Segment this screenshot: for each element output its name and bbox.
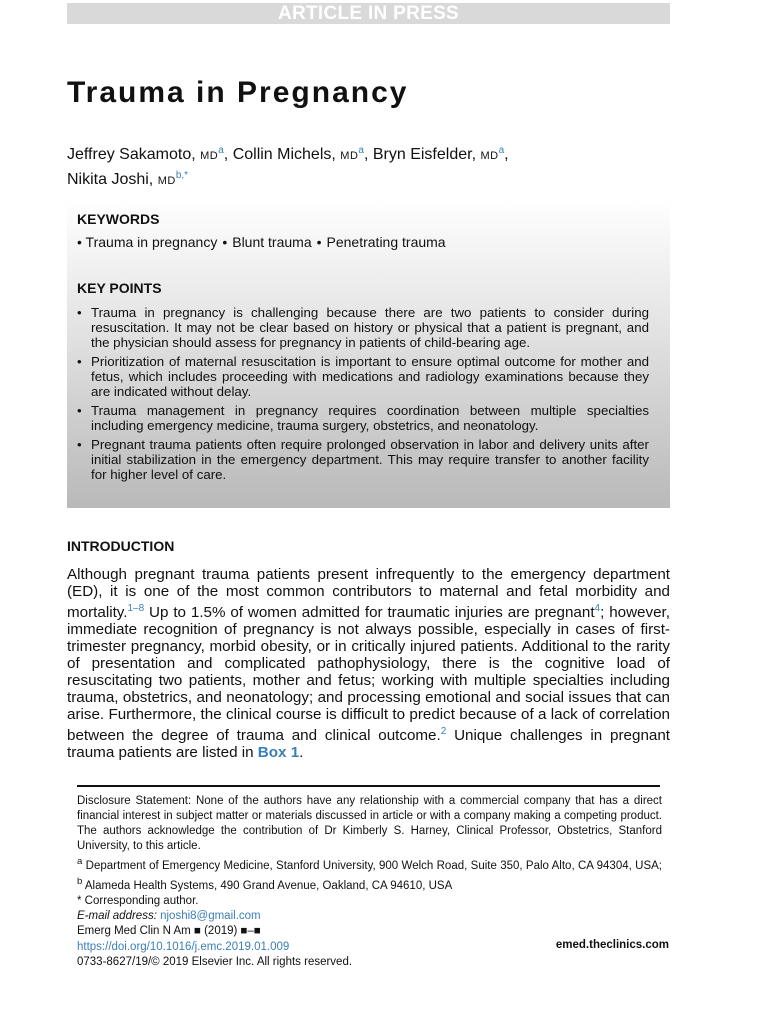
author-name: Jeffrey Sakamoto, [67, 146, 196, 163]
affiliation-marker[interactable]: a [218, 145, 224, 156]
copyright: 0733-8627/19/© 2019 Elsevier Inc. All rights reserved. [77, 956, 353, 968]
key-point: • Prioritization of maternal resuscitation is important to ensure optimal outcome for mother and fetus, which includes proceeding with medications and radiology examinations because they are indicated without delay. [77, 354, 649, 399]
journal-citation: Emerg Med Clin N Am ■ (2019) ■–■ [77, 925, 261, 937]
key-point: • Pregnant trauma patients often require prolonged observation in labor and delivery units after initial stabilization in the emergency department. This may require transfer to another facility for higher level of care. [77, 437, 649, 482]
email-link[interactable]: njoshi8@gmail.com [160, 909, 261, 922]
author-name: Collin Michels, [232, 146, 336, 163]
key-points-list [77, 305, 649, 486]
reference-link[interactable]: 2 [440, 726, 447, 737]
affiliation-marker[interactable]: a [498, 145, 505, 156]
doi-link[interactable]: https://doi.org/10.1016/j.emc.2019.01.009 [77, 940, 290, 953]
affiliation-marker[interactable]: a [358, 145, 364, 156]
article-title: Trauma in Pregnancy [67, 76, 409, 109]
email-line: E-mail address: njoshi8@gmail.com [77, 909, 261, 922]
author-list: Jeffrey Sakamoto, MD$^a$, Collin Michels, MD$^a$, Bryn Eisfelder, MD$^a$, Nikita Joshi, MD$^{b,*}$ [67, 145, 509, 188]
footnote-divider [77, 785, 660, 787]
author-degree: MD [340, 150, 359, 162]
keyword: Trauma in pregnancy [85, 234, 218, 250]
author-name: Bryn Eisfelder, [372, 146, 477, 163]
box-1-link[interactable]: Box 1 [257, 744, 300, 761]
author-degree: MD [480, 150, 499, 162]
author-degree: MD [157, 175, 176, 187]
reference-link[interactable]: 1–8 [127, 603, 145, 614]
reference-link[interactable]: 4 [594, 603, 601, 614]
keywords-heading: KEYWORDS [77, 211, 160, 227]
affiliations: $^a$ Department of Emergency Medicine, Stanford University, 900 Welch Road, Suite 350, Palo Alto, CA 94304, USA; $^b$ Alameda Health Systems, 490 Grand Avenue, Oakland, CA 94610, USA [77, 856, 662, 892]
citation-block [77, 924, 352, 971]
author-degree: MD [200, 150, 219, 162]
key-point: • Trauma management in pregnancy requires coordination between multiple specialties including emergency medicine, trauma surgery, obstetrics, and neonatology. [77, 403, 649, 433]
corresponding-author-note: * Corresponding author. [77, 894, 199, 907]
footnotes [77, 794, 662, 924]
disclosure-statement: Disclosure Statement: None of the authors have any relationship with a commercial company that has a direct financial interest in subject matter or materials discussed in article or with a company making a competing product. The authors acknowledge the contribution of Dr Kimberly S. Harney, Clinical Professor, Obstetrics, Stanford University, to this article. [77, 795, 662, 852]
article-in-press-banner: ARTICLE IN PRESS [67, 3, 670, 24]
affiliation-marker[interactable]: b,* [175, 170, 189, 181]
keywords-list: • Trauma in pregnancy • Blunt trauma • Penetrating trauma [77, 234, 446, 250]
keyword: Blunt trauma [232, 234, 312, 250]
journal-website: emed.theclinics.com [555, 939, 669, 951]
key-points-heading: KEY POINTS [77, 280, 162, 296]
author-name: Nikita Joshi, [67, 171, 154, 188]
keyword: Penetrating trauma [326, 234, 446, 250]
key-point: • Trauma in pregnancy is challenging because there are two patients to consider during resuscitation. It may not be clear based on history or physical that a patient is pregnant, and the physician should assess for pregnancy in patients of child-bearing age. [77, 305, 649, 350]
introduction-heading: INTRODUCTION [67, 538, 175, 554]
introduction-paragraph: Although pregnant trauma patients present infrequently to the emergency department (ED), it is one of the most common contributors to maternal and fetal morbidity and mortality.$^{1-8}$ Up to 1.5% of women admitted for traumatic injuries are pregnant$^4$; however, immediate recognition of pregnancy is not always possible, especially in cases of first-trimester pregnancy, morbid obesity, or in critically injured patients. Additional to the rarity of presentation and complicated pathophysiology, there is the cognitive load of resuscitating two patients, mother and fetus; working with multiple specialties including trauma, obstetrics, and neonatology; and processing emotional and social issues that can arise. Furthermore, the clinical course is difficult to predict because of a lack of correlation between the degree of trauma and clinical outcome.$^2$ Unique challenges in pregnant trauma patients are listed in Box 1. [67, 566, 671, 761]
